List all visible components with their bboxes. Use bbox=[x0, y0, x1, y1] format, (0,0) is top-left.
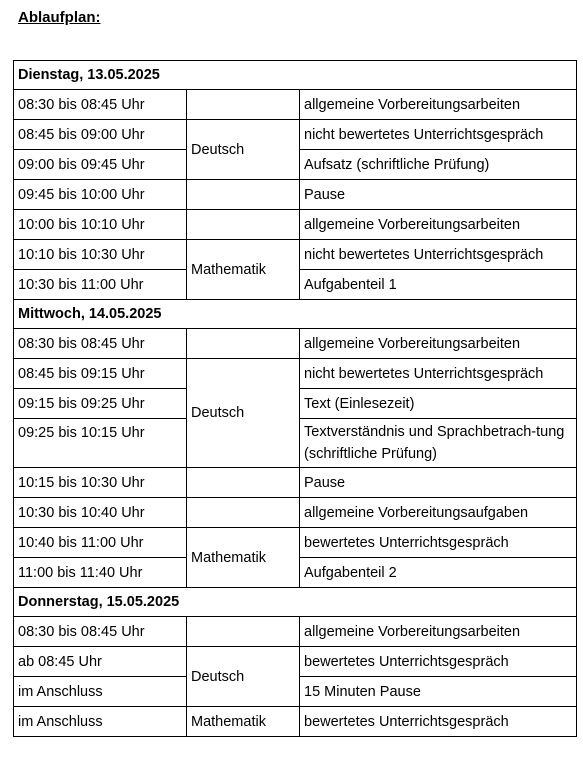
table-row bbox=[14, 707, 577, 737]
day-header-row bbox=[14, 588, 577, 617]
time-cell: 09:45 bis 10:00 Uhr bbox=[14, 180, 187, 210]
page-title: Ablaufplan: bbox=[18, 9, 101, 26]
table-row bbox=[14, 498, 577, 528]
subject-cell bbox=[187, 180, 300, 210]
time-cell: 08:45 bis 09:15 Uhr bbox=[14, 359, 187, 389]
time-cell: 10:00 bis 10:10 Uhr bbox=[14, 210, 187, 240]
table-row bbox=[14, 528, 577, 558]
activity-cell: Aufgabenteil 1 bbox=[300, 270, 577, 300]
time-cell: im Anschluss bbox=[14, 707, 187, 737]
activity-cell: bewertetes Unterrichtsgespräch bbox=[300, 528, 577, 558]
time-cell: 10:40 bis 11:00 Uhr bbox=[14, 528, 187, 558]
time-cell: ab 08:45 Uhr bbox=[14, 647, 187, 677]
activity-cell: Textverständnis und Sprachbetrach-tung (schriftliche Prüfung) bbox=[300, 419, 577, 468]
time-cell: 11:00 bis 11:40 Uhr bbox=[14, 558, 187, 588]
table-row bbox=[14, 120, 577, 150]
subject-cell: Mathematik bbox=[187, 707, 300, 737]
subject-cell bbox=[187, 468, 300, 498]
day-label: Dienstag, 13.05.2025 bbox=[14, 61, 577, 90]
activity-cell: allgemeine Vorbereitungsaufgaben bbox=[300, 498, 577, 528]
subject-cell: Mathematik bbox=[187, 528, 300, 588]
activity-cell: Aufsatz (schriftliche Prüfung) bbox=[300, 150, 577, 180]
table-row bbox=[14, 617, 577, 647]
table-row bbox=[14, 359, 577, 389]
activity-cell: nicht bewertetes Unterrichtsgespräch bbox=[300, 120, 577, 150]
subject-cell: Deutsch bbox=[187, 120, 300, 180]
subject-cell bbox=[187, 617, 300, 647]
time-cell: 09:15 bis 09:25 Uhr bbox=[14, 389, 187, 419]
time-cell: 10:15 bis 10:30 Uhr bbox=[14, 468, 187, 498]
activity-cell: bewertetes Unterrichtsgespräch bbox=[300, 647, 577, 677]
table-row bbox=[14, 240, 577, 270]
table-row bbox=[14, 647, 577, 677]
time-cell: 08:30 bis 08:45 Uhr bbox=[14, 90, 187, 120]
activity-cell: allgemeine Vorbereitungsarbeiten bbox=[300, 329, 577, 359]
subject-cell bbox=[187, 329, 300, 359]
time-cell: im Anschluss bbox=[14, 677, 187, 707]
time-cell: 09:00 bis 09:45 Uhr bbox=[14, 150, 187, 180]
day-label: Mittwoch, 14.05.2025 bbox=[14, 300, 577, 329]
subject-cell bbox=[187, 90, 300, 120]
day-header-row bbox=[14, 61, 577, 90]
activity-cell: allgemeine Vorbereitungsarbeiten bbox=[300, 90, 577, 120]
activity-cell: Pause bbox=[300, 180, 577, 210]
time-cell: 08:30 bis 08:45 Uhr bbox=[14, 329, 187, 359]
table-row bbox=[14, 210, 577, 240]
table-row bbox=[14, 90, 577, 120]
time-cell: 09:25 bis 10:15 Uhr bbox=[14, 419, 187, 468]
table-row bbox=[14, 329, 577, 359]
time-cell: 10:30 bis 10:40 Uhr bbox=[14, 498, 187, 528]
subject-cell bbox=[187, 210, 300, 240]
time-cell: 10:10 bis 10:30 Uhr bbox=[14, 240, 187, 270]
time-cell: 10:30 bis 11:00 Uhr bbox=[14, 270, 187, 300]
activity-cell: nicht bewertetes Unterrichtsgespräch bbox=[300, 359, 577, 389]
subject-cell bbox=[187, 498, 300, 528]
subject-cell: Deutsch bbox=[187, 647, 300, 707]
day-header-row bbox=[14, 300, 577, 329]
activity-cell: allgemeine Vorbereitungsarbeiten bbox=[300, 617, 577, 647]
activity-cell: bewertetes Unterrichtsgespräch bbox=[300, 707, 577, 737]
activity-cell: 15 Minuten Pause bbox=[300, 677, 577, 707]
table-row bbox=[14, 180, 577, 210]
activity-cell: allgemeine Vorbereitungsarbeiten bbox=[300, 210, 577, 240]
schedule-table bbox=[13, 60, 577, 737]
subject-cell: Deutsch bbox=[187, 359, 300, 468]
activity-cell: Text (Einlesezeit) bbox=[300, 389, 577, 419]
day-label: Donnerstag, 15.05.2025 bbox=[14, 588, 577, 617]
activity-cell: nicht bewertetes Unterrichtsgespräch bbox=[300, 240, 577, 270]
subject-cell: Mathematik bbox=[187, 240, 300, 300]
activity-cell: Aufgabenteil 2 bbox=[300, 558, 577, 588]
activity-cell: Pause bbox=[300, 468, 577, 498]
time-cell: 08:45 bis 09:00 Uhr bbox=[14, 120, 187, 150]
time-cell: 08:30 bis 08:45 Uhr bbox=[14, 617, 187, 647]
table-row bbox=[14, 468, 577, 498]
